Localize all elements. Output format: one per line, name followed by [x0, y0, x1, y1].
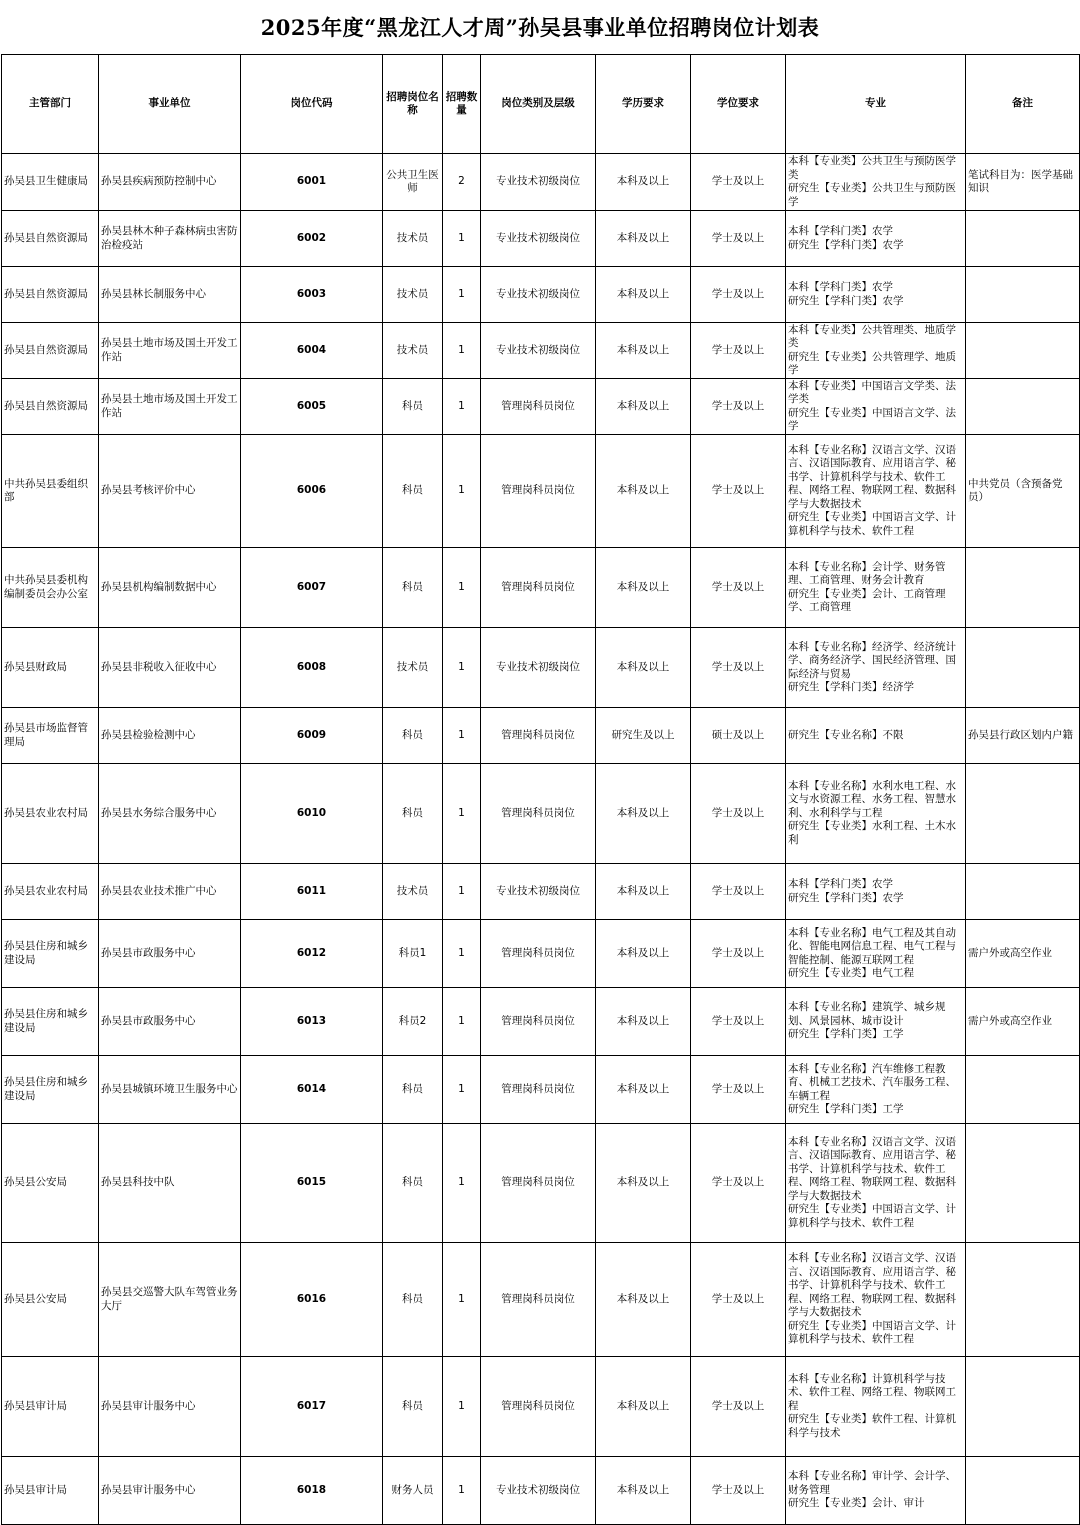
cell-major: 本科【专业类】公共卫生与预防医学类 研究生【专业类】公共卫生与预防医学 — [786, 154, 966, 211]
cell-code: 6002 — [241, 211, 383, 267]
cell-category: 管理岗科员岗位 — [481, 379, 596, 435]
cell-code: 6015 — [241, 1124, 383, 1243]
cell-remark — [966, 1457, 1080, 1525]
cell-edu: 本科及以上 — [596, 864, 691, 920]
cell-category: 管理岗科员岗位 — [481, 548, 596, 628]
table-row — [2, 1457, 1080, 1525]
header-dept: 主管部门 — [2, 55, 99, 154]
table-row — [2, 764, 1080, 864]
cell-degree: 学士及以上 — [691, 1056, 786, 1124]
cell-unit: 孙吴县疾病预防控制中心 — [99, 154, 241, 211]
cell-major: 本科【专业名称】汽车维修工程教育、机械工艺技术、汽车服务工程、车辆工程 研究生【学科门类】工学 — [786, 1056, 966, 1124]
cell-remark — [966, 211, 1080, 267]
cell-num: 1 — [443, 435, 481, 548]
table-row — [2, 1243, 1080, 1357]
cell-post: 公共卫生医师 — [383, 154, 443, 211]
header-degree: 学位要求 — [691, 55, 786, 154]
cell-post: 技术员 — [383, 628, 443, 708]
cell-unit: 孙吴县土地市场及国土开发工作站 — [99, 323, 241, 379]
table-row — [2, 379, 1080, 435]
table-row — [2, 323, 1080, 379]
cell-dept: 孙吴县农业农村局 — [2, 864, 99, 920]
header-unit: 事业单位 — [99, 55, 241, 154]
table-row — [2, 920, 1080, 988]
cell-dept: 孙吴县自然资源局 — [2, 323, 99, 379]
cell-degree: 硕士及以上 — [691, 708, 786, 764]
cell-dept: 孙吴县市场监督管理局 — [2, 708, 99, 764]
cell-edu: 本科及以上 — [596, 379, 691, 435]
cell-unit: 孙吴县非税收入征收中心 — [99, 628, 241, 708]
cell-category: 专业技术初级岗位 — [481, 323, 596, 379]
table-row — [2, 154, 1080, 211]
cell-degree: 学士及以上 — [691, 1457, 786, 1525]
cell-category: 管理岗科员岗位 — [481, 1124, 596, 1243]
cell-degree: 学士及以上 — [691, 211, 786, 267]
cell-unit: 孙吴县考核评价中心 — [99, 435, 241, 548]
table-row — [2, 548, 1080, 628]
cell-post: 技术员 — [383, 323, 443, 379]
cell-post: 科员 — [383, 708, 443, 764]
cell-code: 6014 — [241, 1056, 383, 1124]
page-title: 2025年度“黑龙江人才周”孙吴县事业单位招聘岗位计划表 — [260, 15, 820, 40]
cell-major: 本科【专业名称】电气工程及其自动化、智能电网信息工程、电气工程与智能控制、能源互联网工程 研究生【专业类】电气工程 — [786, 920, 966, 988]
cell-degree: 学士及以上 — [691, 764, 786, 864]
cell-dept: 孙吴县财政局 — [2, 628, 99, 708]
cell-num: 1 — [443, 267, 481, 323]
cell-post: 科员 — [383, 1357, 443, 1457]
cell-degree: 学士及以上 — [691, 435, 786, 548]
table-row — [2, 708, 1080, 764]
cell-unit: 孙吴县城镇环境卫生服务中心 — [99, 1056, 241, 1124]
table-body — [2, 154, 1080, 1525]
cell-unit: 孙吴县水务综合服务中心 — [99, 764, 241, 864]
cell-edu: 研究生及以上 — [596, 708, 691, 764]
cell-dept: 中共孙吴县委组织部 — [2, 435, 99, 548]
cell-post: 技术员 — [383, 267, 443, 323]
cell-remark — [966, 864, 1080, 920]
cell-unit: 孙吴县市政服务中心 — [99, 988, 241, 1056]
cell-code: 6011 — [241, 864, 383, 920]
cell-post: 科员 — [383, 1056, 443, 1124]
cell-remark — [966, 1357, 1080, 1457]
cell-degree: 学士及以上 — [691, 1357, 786, 1457]
cell-num: 1 — [443, 379, 481, 435]
cell-remark: 需户外或高空作业 — [966, 988, 1080, 1056]
cell-dept: 孙吴县住房和城乡建设局 — [2, 920, 99, 988]
cell-dept: 中共孙吴县委机构编制委员会办公室 — [2, 548, 99, 628]
cell-code: 6004 — [241, 323, 383, 379]
cell-category: 专业技术初级岗位 — [481, 864, 596, 920]
cell-degree: 学士及以上 — [691, 548, 786, 628]
header-post: 招聘岗位名称 — [383, 55, 443, 154]
cell-edu: 本科及以上 — [596, 154, 691, 211]
cell-unit: 孙吴县科技中队 — [99, 1124, 241, 1243]
cell-num: 1 — [443, 1357, 481, 1457]
cell-num: 1 — [443, 323, 481, 379]
cell-num: 1 — [443, 1457, 481, 1525]
cell-dept: 孙吴县自然资源局 — [2, 379, 99, 435]
cell-post: 科员2 — [383, 988, 443, 1056]
cell-dept: 孙吴县自然资源局 — [2, 211, 99, 267]
cell-post: 科员 — [383, 548, 443, 628]
cell-edu: 本科及以上 — [596, 1457, 691, 1525]
cell-code: 6013 — [241, 988, 383, 1056]
header-edu: 学历要求 — [596, 55, 691, 154]
cell-remark — [966, 548, 1080, 628]
cell-code: 6012 — [241, 920, 383, 988]
cell-dept: 孙吴县审计局 — [2, 1357, 99, 1457]
cell-major: 本科【专业名称】经济学、经济统计学、商务经济学、国民经济管理、国际经济与贸易 研究生【学科门类】经济学 — [786, 628, 966, 708]
cell-unit: 孙吴县审计服务中心 — [99, 1357, 241, 1457]
cell-edu: 本科及以上 — [596, 628, 691, 708]
cell-num: 1 — [443, 1124, 481, 1243]
cell-dept: 孙吴县住房和城乡建设局 — [2, 988, 99, 1056]
cell-major: 本科【专业名称】汉语言文学、汉语言、汉语国际教育、应用语言学、秘书学、计算机科学与技术、软件工程、网络工程、物联网工程、数据科学与大数据技术 研究生【专业类】中国语言文学、计算机科学与技术、软件工程 — [786, 1243, 966, 1357]
cell-post: 技术员 — [383, 211, 443, 267]
cell-remark: 孙吴县行政区划内户籍 — [966, 708, 1080, 764]
cell-code: 6008 — [241, 628, 383, 708]
cell-category: 管理岗科员岗位 — [481, 1056, 596, 1124]
cell-major: 本科【专业名称】审计学、会计学、财务管理 研究生【专业类】会计、审计 — [786, 1457, 966, 1525]
cell-category: 管理岗科员岗位 — [481, 920, 596, 988]
cell-remark — [966, 1124, 1080, 1243]
cell-remark: 需户外或高空作业 — [966, 920, 1080, 988]
cell-degree: 学士及以上 — [691, 628, 786, 708]
cell-category: 专业技术初级岗位 — [481, 628, 596, 708]
cell-remark: 笔试科目为：医学基础知识 — [966, 154, 1080, 211]
cell-code: 6018 — [241, 1457, 383, 1525]
cell-edu: 本科及以上 — [596, 1124, 691, 1243]
cell-num: 1 — [443, 1243, 481, 1357]
cell-dept: 孙吴县住房和城乡建设局 — [2, 1056, 99, 1124]
cell-degree: 学士及以上 — [691, 864, 786, 920]
cell-unit: 孙吴县土地市场及国土开发工作站 — [99, 379, 241, 435]
cell-category: 管理岗科员岗位 — [481, 1357, 596, 1457]
header-row — [2, 55, 1080, 154]
cell-major: 研究生【专业名称】不限 — [786, 708, 966, 764]
cell-unit: 孙吴县机构编制数据中心 — [99, 548, 241, 628]
table-row — [2, 1357, 1080, 1457]
cell-edu: 本科及以上 — [596, 267, 691, 323]
cell-degree: 学士及以上 — [691, 920, 786, 988]
cell-post: 科员 — [383, 435, 443, 548]
cell-code: 6005 — [241, 379, 383, 435]
cell-remark: 中共党员（含预备党员） — [966, 435, 1080, 548]
cell-edu: 本科及以上 — [596, 323, 691, 379]
header-code: 岗位代码 — [241, 55, 383, 154]
cell-code: 6017 — [241, 1357, 383, 1457]
table-row — [2, 864, 1080, 920]
cell-major: 本科【专业类】公共管理类、地质学类 研究生【专业类】公共管理学、地质学 — [786, 323, 966, 379]
header-remark: 备注 — [966, 55, 1080, 154]
cell-code: 6010 — [241, 764, 383, 864]
cell-category: 管理岗科员岗位 — [481, 988, 596, 1056]
table-row — [2, 1056, 1080, 1124]
cell-post: 科员 — [383, 1124, 443, 1243]
cell-degree: 学士及以上 — [691, 323, 786, 379]
table-row — [2, 628, 1080, 708]
cell-unit: 孙吴县农业技术推广中心 — [99, 864, 241, 920]
cell-major: 本科【专业名称】水利水电工程、水文与水资源工程、水务工程、智慧水利、水利科学与工程 研究生【专业类】水利工程、土木水利 — [786, 764, 966, 864]
cell-edu: 本科及以上 — [596, 211, 691, 267]
cell-unit: 孙吴县交巡警大队车驾管业务大厅 — [99, 1243, 241, 1357]
cell-edu: 本科及以上 — [596, 920, 691, 988]
table-row — [2, 1124, 1080, 1243]
cell-degree: 学士及以上 — [691, 267, 786, 323]
cell-code: 6009 — [241, 708, 383, 764]
cell-dept: 孙吴县公安局 — [2, 1243, 99, 1357]
cell-major: 本科【专业名称】汉语言文学、汉语言、汉语国际教育、应用语言学、秘书学、计算机科学与技术、软件工程、网络工程、物联网工程、数据科学与大数据技术 研究生【专业类】中国语言文学、计算机科学与技术、软件工程 — [786, 1124, 966, 1243]
cell-code: 6001 — [241, 154, 383, 211]
cell-remark — [966, 628, 1080, 708]
cell-unit: 孙吴县检验检测中心 — [99, 708, 241, 764]
cell-degree: 学士及以上 — [691, 1243, 786, 1357]
cell-num: 1 — [443, 764, 481, 864]
cell-remark — [966, 323, 1080, 379]
cell-edu: 本科及以上 — [596, 988, 691, 1056]
cell-num: 1 — [443, 988, 481, 1056]
cell-major: 本科【专业名称】会计学、财务管理、工商管理、财务会计教育 研究生【专业类】会计、工商管理学、工商管理 — [786, 548, 966, 628]
table-row — [2, 435, 1080, 548]
header-category: 岗位类别及层级 — [481, 55, 596, 154]
cell-num: 1 — [443, 920, 481, 988]
cell-remark — [966, 1056, 1080, 1124]
cell-num: 2 — [443, 154, 481, 211]
cell-remark — [966, 764, 1080, 864]
cell-category: 管理岗科员岗位 — [481, 1243, 596, 1357]
cell-edu: 本科及以上 — [596, 1357, 691, 1457]
cell-dept: 孙吴县公安局 — [2, 1124, 99, 1243]
cell-num: 1 — [443, 1056, 481, 1124]
cell-num: 1 — [443, 211, 481, 267]
cell-category: 专业技术初级岗位 — [481, 154, 596, 211]
cell-edu: 本科及以上 — [596, 435, 691, 548]
cell-category: 管理岗科员岗位 — [481, 708, 596, 764]
cell-major: 本科【专业类】中国语言文学类、法学类 研究生【专业类】中国语言文学、法学 — [786, 379, 966, 435]
cell-degree: 学士及以上 — [691, 379, 786, 435]
cell-dept: 孙吴县农业农村局 — [2, 764, 99, 864]
cell-major: 本科【学科门类】农学 研究生【学科门类】农学 — [786, 864, 966, 920]
recruitment-table — [1, 54, 1080, 1525]
cell-edu: 本科及以上 — [596, 764, 691, 864]
cell-dept: 孙吴县卫生健康局 — [2, 154, 99, 211]
cell-major: 本科【学科门类】农学 研究生【学科门类】农学 — [786, 211, 966, 267]
cell-post: 科员 — [383, 379, 443, 435]
cell-major: 本科【专业名称】计算机科学与技术、软件工程、网络工程、物联网工程 研究生【专业类】软件工程、计算机科学与技术 — [786, 1357, 966, 1457]
cell-dept: 孙吴县自然资源局 — [2, 267, 99, 323]
cell-code: 6007 — [241, 548, 383, 628]
cell-edu: 本科及以上 — [596, 548, 691, 628]
cell-major: 本科【专业名称】汉语言文学、汉语言、汉语国际教育、应用语言学、秘书学、计算机科学与技术、软件工程、网络工程、物联网工程、数据科学与大数据技术 研究生【专业类】中国语言文学、计算机科学与技术、软件工程 — [786, 435, 966, 548]
cell-num: 1 — [443, 708, 481, 764]
cell-remark — [966, 379, 1080, 435]
table-row — [2, 211, 1080, 267]
table-row — [2, 267, 1080, 323]
cell-category: 专业技术初级岗位 — [481, 267, 596, 323]
cell-post: 科员1 — [383, 920, 443, 988]
cell-num: 1 — [443, 548, 481, 628]
cell-code: 6003 — [241, 267, 383, 323]
cell-num: 1 — [443, 628, 481, 708]
cell-unit: 孙吴县林木种子森林病虫害防治检疫站 — [99, 211, 241, 267]
cell-remark — [966, 267, 1080, 323]
table-row — [2, 988, 1080, 1056]
cell-category: 专业技术初级岗位 — [481, 1457, 596, 1525]
cell-category: 专业技术初级岗位 — [481, 211, 596, 267]
cell-post: 科员 — [383, 764, 443, 864]
cell-unit: 孙吴县林长制服务中心 — [99, 267, 241, 323]
cell-code: 6006 — [241, 435, 383, 548]
header-num: 招聘数量 — [443, 55, 481, 154]
cell-code: 6016 — [241, 1243, 383, 1357]
cell-dept: 孙吴县审计局 — [2, 1457, 99, 1525]
cell-degree: 学士及以上 — [691, 988, 786, 1056]
cell-edu: 本科及以上 — [596, 1243, 691, 1357]
cell-post: 技术员 — [383, 864, 443, 920]
cell-category: 管理岗科员岗位 — [481, 435, 596, 548]
cell-remark — [966, 1243, 1080, 1357]
cell-edu: 本科及以上 — [596, 1056, 691, 1124]
cell-unit: 孙吴县审计服务中心 — [99, 1457, 241, 1525]
cell-category: 管理岗科员岗位 — [481, 764, 596, 864]
cell-unit: 孙吴县市政服务中心 — [99, 920, 241, 988]
cell-post: 财务人员 — [383, 1457, 443, 1525]
cell-post: 科员 — [383, 1243, 443, 1357]
cell-major: 本科【专业名称】建筑学、城乡规划、风景园林、城市设计 研究生【学科门类】工学 — [786, 988, 966, 1056]
cell-major: 本科【学科门类】农学 研究生【学科门类】农学 — [786, 267, 966, 323]
cell-num: 1 — [443, 864, 481, 920]
cell-degree: 学士及以上 — [691, 154, 786, 211]
cell-degree: 学士及以上 — [691, 1124, 786, 1243]
header-major: 专业 — [786, 55, 966, 154]
